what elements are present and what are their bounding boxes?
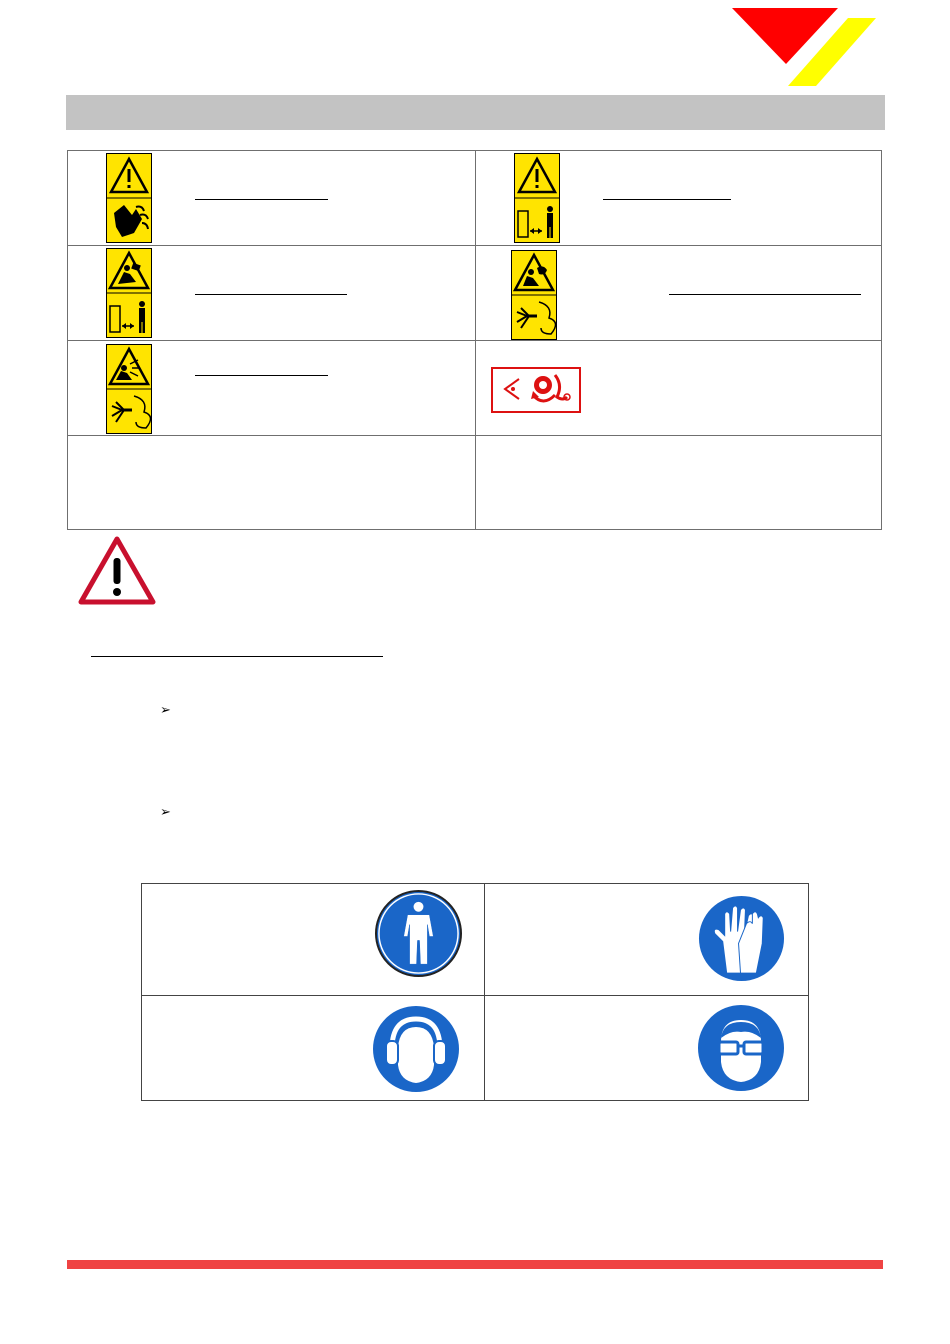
ppe-table (141, 883, 809, 1101)
protective-gloves-icon (697, 894, 786, 983)
flying-debris-warning-icon (106, 344, 152, 434)
hazard-label (669, 280, 861, 295)
ppe-cell (485, 884, 808, 995)
hazard-cell (68, 246, 475, 340)
ppe-cell (142, 884, 484, 995)
bullet-marker: ➢ (160, 702, 171, 717)
table-row (68, 436, 881, 529)
table-row (68, 341, 881, 436)
eye-protection-icon (695, 1002, 787, 1094)
footer-bar (67, 1260, 883, 1269)
keep-distance-warning-icon (514, 153, 560, 243)
eye-and-rotating-parts-warning-icon (491, 367, 581, 413)
ppe-cell (142, 996, 484, 1100)
bullet-marker: ➢ (160, 804, 171, 819)
ppe-cell (485, 996, 808, 1100)
list-item (160, 703, 171, 716)
hand-entanglement-warning-icon (106, 153, 152, 243)
warning-text (175, 555, 875, 575)
hazard-label (195, 361, 328, 376)
hazard-cell (68, 151, 475, 245)
hazard-cell (476, 151, 881, 245)
general-warning-triangle-icon (78, 536, 156, 606)
hazard-cell (68, 341, 475, 435)
table-row (68, 246, 881, 341)
hazard-label (195, 185, 328, 200)
hazard-label (603, 185, 731, 200)
hazard-decals-table (67, 150, 882, 530)
list-item (160, 805, 171, 818)
falling-objects-warning-icon (106, 248, 152, 338)
section-heading (91, 640, 383, 657)
hazard-cell (476, 246, 881, 340)
section-title-bar (66, 95, 885, 130)
hazard-cell (476, 341, 881, 435)
hazard-label (195, 280, 347, 295)
ear-protection-icon (370, 1003, 462, 1095)
protective-overall-icon (374, 889, 463, 978)
fluid-injection-warning-icon (511, 250, 557, 340)
table-row (68, 151, 881, 246)
company-logo (730, 6, 880, 88)
